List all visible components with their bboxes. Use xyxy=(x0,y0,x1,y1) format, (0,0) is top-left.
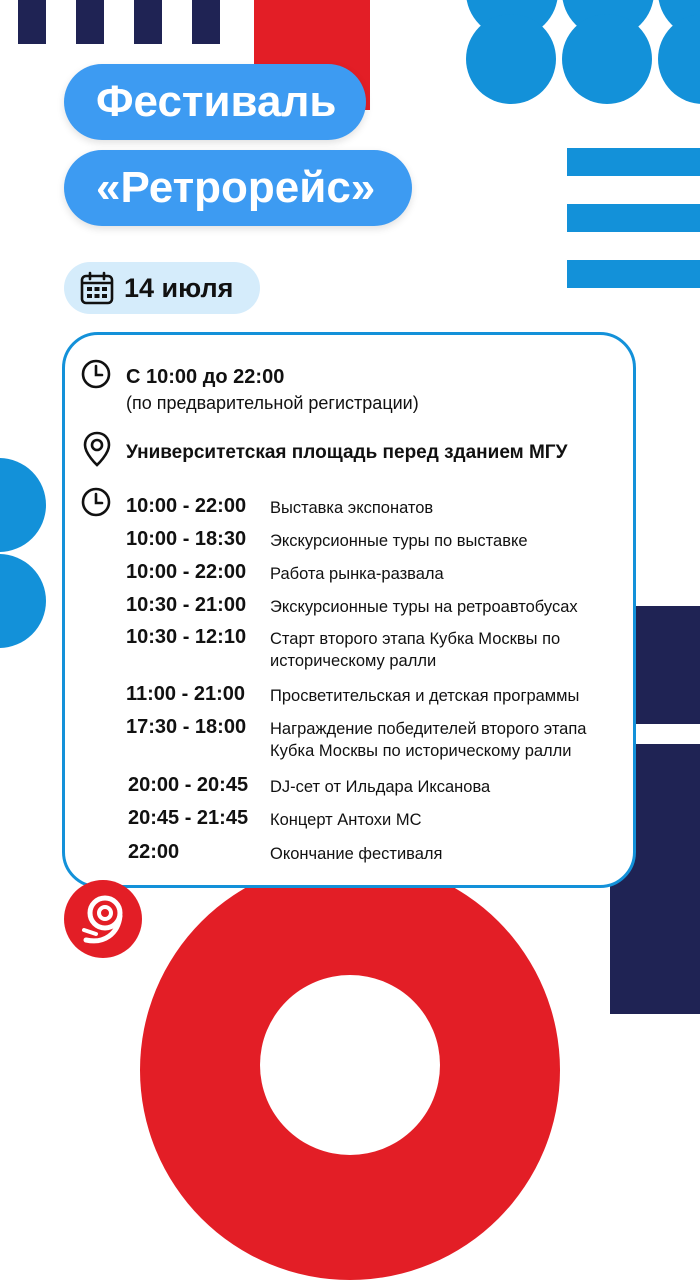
navy-bar xyxy=(76,0,104,44)
schedule-time: 20:45 - 21:45 xyxy=(128,807,249,829)
schedule-time: 10:30 - 21:00 xyxy=(126,594,247,616)
calendar-icon xyxy=(80,271,114,305)
date-badge xyxy=(64,262,260,314)
blue-stripe xyxy=(567,204,700,232)
schedule-time: 10:30 - 12:10 xyxy=(126,626,247,648)
title-line2: «Ретрорейс» xyxy=(96,163,376,212)
blue-circle xyxy=(0,554,46,648)
moscow-logo-icon xyxy=(64,880,142,958)
navy-bar xyxy=(192,0,220,44)
schedule-time: 17:30 - 18:00 xyxy=(126,716,247,738)
location-text: Университетская площадь перед зданием МГУ xyxy=(126,442,568,463)
schedule-desc: Окончание фестиваля xyxy=(270,845,443,863)
schedule-desc: Концерт Антохи МС xyxy=(270,811,422,829)
schedule-time: 10:00 - 18:30 xyxy=(126,528,247,550)
blue-circle xyxy=(0,458,46,552)
decorative-red-ring-hole xyxy=(260,975,440,1155)
blue-circle xyxy=(466,14,556,104)
date-text: 14 июля xyxy=(124,272,234,303)
blue-circle xyxy=(562,14,652,104)
navy-bar xyxy=(134,0,162,44)
schedule-desc: Экскурсионные туры по выставке xyxy=(270,532,528,550)
blue-stripe xyxy=(567,148,700,176)
schedule-desc: Награждение победителей второго этапа xyxy=(270,720,587,738)
schedule-time: 10:00 - 22:00 xyxy=(126,495,247,517)
schedule-time: 11:00 - 21:00 xyxy=(126,683,245,705)
schedule-desc: Выставка экспонатов xyxy=(270,499,434,517)
title-pill-line2 xyxy=(64,150,412,226)
schedule-clock-icon xyxy=(80,486,112,518)
blue-circle xyxy=(658,14,700,104)
title-line1: Фестиваль xyxy=(96,77,337,126)
schedule-time: 10:00 - 22:00 xyxy=(126,561,247,583)
schedule-desc: историческому ралли xyxy=(270,652,437,670)
schedule-desc: Работа рынка-развала xyxy=(270,565,444,583)
clock-icon xyxy=(80,358,112,390)
schedule-time: 20:00 - 20:45 xyxy=(128,774,249,796)
schedule-desc: Старт второго этапа Кубка Москвы по xyxy=(270,630,561,648)
title-pill-line1 xyxy=(64,64,366,140)
schedule-desc: Просветительская и детская программы xyxy=(270,687,580,705)
navy-bar xyxy=(18,0,46,44)
blue-stripe xyxy=(567,260,700,288)
hours-note: (по предварительной регистрации) xyxy=(126,393,419,413)
logo-mark xyxy=(64,880,142,958)
schedule-desc: Экскурсионные туры на ретроавтобусах xyxy=(270,598,578,616)
schedule-desc: Кубка Москвы по историческому ралли xyxy=(270,742,572,760)
location-pin-icon xyxy=(82,430,112,468)
hours-main: С 10:00 до 22:00 xyxy=(126,366,285,388)
schedule-desc: DJ-сет от Ильдара Иксанова xyxy=(270,778,491,796)
schedule-time: 22:00 xyxy=(128,841,180,863)
